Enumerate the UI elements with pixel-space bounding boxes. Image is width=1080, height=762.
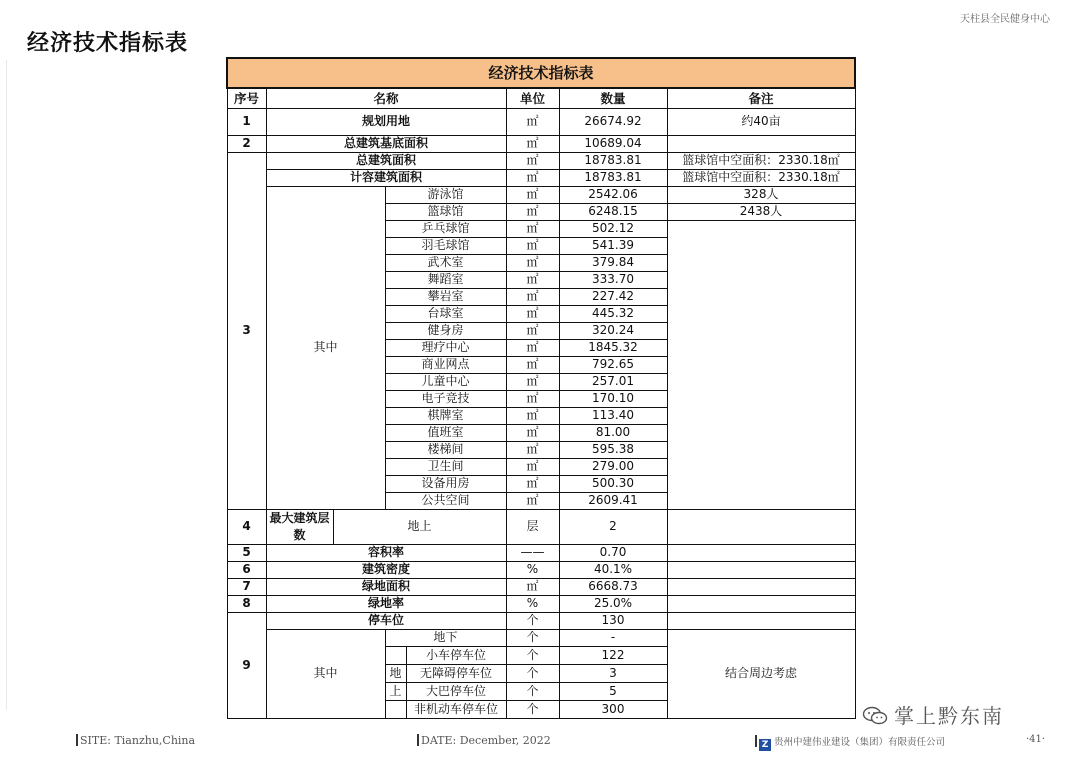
row-qty: 279.00 bbox=[559, 458, 667, 475]
row-name: 绿地率 bbox=[266, 595, 506, 612]
row-qty: 1845.32 bbox=[559, 339, 667, 356]
row-name: 商业网点 bbox=[385, 356, 506, 373]
above-label-bottom bbox=[386, 701, 407, 718]
row-qty: 2542.06 bbox=[559, 186, 667, 203]
row-qty: 227.42 bbox=[559, 288, 667, 305]
row-unit: 层 bbox=[506, 509, 559, 544]
row-unit: —— bbox=[506, 544, 559, 561]
row-unit: ㎡ bbox=[506, 373, 559, 390]
row-unit: ㎡ bbox=[506, 305, 559, 322]
row-note bbox=[667, 561, 855, 578]
row-qty: 792.65 bbox=[559, 356, 667, 373]
row-qty: 0.70 bbox=[559, 544, 667, 561]
row-qty: 2609.41 bbox=[559, 492, 667, 509]
header-unit: 单位 bbox=[506, 88, 559, 108]
row-no: 9 bbox=[227, 612, 266, 718]
row-unit: ㎡ bbox=[506, 441, 559, 458]
row-unit: ㎡ bbox=[506, 492, 559, 509]
row-name: 攀岩室 bbox=[385, 288, 506, 305]
row-name: 地下 bbox=[385, 629, 506, 646]
page-number: ·41· bbox=[1026, 734, 1046, 745]
row-unit: ㎡ bbox=[506, 339, 559, 356]
row-unit: ㎡ bbox=[506, 108, 559, 135]
row-unit: ㎡ bbox=[506, 407, 559, 424]
row-name: 最大建筑层数 bbox=[266, 509, 333, 544]
row-name: 游泳馆 bbox=[385, 186, 506, 203]
row-unit: ㎡ bbox=[506, 288, 559, 305]
table-header-row bbox=[227, 88, 855, 108]
row-name: 理疗中心 bbox=[385, 339, 506, 356]
row-qty: 5 bbox=[559, 682, 667, 700]
row-qty: 10689.04 bbox=[559, 135, 667, 152]
table-row bbox=[227, 544, 855, 561]
row-qty: 6668.73 bbox=[559, 578, 667, 595]
row-name: 舞蹈室 bbox=[385, 271, 506, 288]
row-qty: 40.1% bbox=[559, 561, 667, 578]
table-row bbox=[227, 629, 855, 646]
row-note bbox=[667, 135, 855, 152]
row-qty: 595.38 bbox=[559, 441, 667, 458]
footer-date bbox=[417, 734, 551, 747]
row-name: 规划用地 bbox=[266, 108, 506, 135]
company-text: 贵州中建伟业建设（集团）有限责任公司 bbox=[774, 737, 946, 748]
table-row bbox=[227, 169, 855, 186]
date-text: DATE: December, 2022 bbox=[421, 734, 551, 747]
row-name: 建筑密度 bbox=[266, 561, 506, 578]
row-no: 3 bbox=[227, 152, 266, 509]
watermark bbox=[862, 700, 1004, 729]
row-name: 羽毛球馆 bbox=[385, 237, 506, 254]
header-name: 名称 bbox=[266, 88, 506, 108]
page-edge-line bbox=[6, 60, 7, 710]
page-title: 经济技术指标表 bbox=[27, 31, 189, 56]
row-qty: 300 bbox=[559, 700, 667, 718]
row-name: 总建筑面积 bbox=[266, 152, 506, 169]
header-note: 备注 bbox=[667, 88, 855, 108]
above-label-top bbox=[386, 647, 407, 664]
row-name bbox=[385, 700, 506, 718]
sub-label: 其中 bbox=[266, 629, 385, 718]
row-qty: 333.70 bbox=[559, 271, 667, 288]
row-name bbox=[385, 682, 506, 700]
row-subname: 大巴停车位 bbox=[425, 683, 486, 698]
row-note: 约40亩 bbox=[667, 108, 855, 135]
table-row bbox=[227, 152, 855, 169]
row-unit: ㎡ bbox=[506, 169, 559, 186]
row-qty: 18783.81 bbox=[559, 169, 667, 186]
row-unit: ㎡ bbox=[506, 271, 559, 288]
row-unit: ㎡ bbox=[506, 356, 559, 373]
row-name: 设备用房 bbox=[385, 475, 506, 492]
table-title: 经济技术指标表 bbox=[227, 58, 855, 88]
row-name: 乒乓球馆 bbox=[385, 220, 506, 237]
divider-bar bbox=[755, 735, 757, 747]
row-qty: 130 bbox=[559, 612, 667, 629]
row-qty: 81.00 bbox=[559, 424, 667, 441]
row-qty: 502.12 bbox=[559, 220, 667, 237]
row-name: 值班室 bbox=[385, 424, 506, 441]
row-unit: 个 bbox=[506, 700, 559, 718]
row-unit: 个 bbox=[506, 646, 559, 664]
row-qty: 541.39 bbox=[559, 237, 667, 254]
row-qty: 25.0% bbox=[559, 595, 667, 612]
project-name: 天柱县全民健身中心 bbox=[960, 14, 1050, 25]
row-unit: ㎡ bbox=[506, 203, 559, 220]
row-note bbox=[667, 509, 855, 544]
row-qty: 3 bbox=[559, 664, 667, 682]
row-qty: - bbox=[559, 629, 667, 646]
row-qty: 170.10 bbox=[559, 390, 667, 407]
header-qty: 数量 bbox=[559, 88, 667, 108]
table-row bbox=[227, 612, 855, 629]
row-no: 8 bbox=[227, 595, 266, 612]
row-qty: 113.40 bbox=[559, 407, 667, 424]
row-unit: ㎡ bbox=[506, 254, 559, 271]
row-no: 1 bbox=[227, 108, 266, 135]
row-name: 电子竞技 bbox=[385, 390, 506, 407]
row-note bbox=[667, 612, 855, 629]
row-unit: 个 bbox=[506, 612, 559, 629]
row-note bbox=[667, 578, 855, 595]
row-name: 总建筑基底面积 bbox=[266, 135, 506, 152]
row-name: 计容建筑面积 bbox=[266, 169, 506, 186]
row-subname: 小车停车位 bbox=[425, 647, 486, 662]
row-qty: 445.32 bbox=[559, 305, 667, 322]
row-subname: 地上 bbox=[333, 509, 506, 544]
row-no: 5 bbox=[227, 544, 266, 561]
wechat-icon bbox=[862, 706, 888, 726]
row-unit: 个 bbox=[506, 682, 559, 700]
table-row bbox=[227, 186, 855, 203]
table-row bbox=[227, 108, 855, 135]
table-row bbox=[227, 509, 855, 544]
row-unit: ㎡ bbox=[506, 135, 559, 152]
row-name: 公共空间 bbox=[385, 492, 506, 509]
row-unit: ㎡ bbox=[506, 578, 559, 595]
row-unit: % bbox=[506, 561, 559, 578]
row-name bbox=[385, 646, 506, 664]
row-qty: 379.84 bbox=[559, 254, 667, 271]
table-row bbox=[227, 595, 855, 612]
row-unit: ㎡ bbox=[506, 322, 559, 339]
row-unit: 个 bbox=[506, 664, 559, 682]
row-note bbox=[667, 544, 855, 561]
row-qty: 320.24 bbox=[559, 322, 667, 339]
row-name: 篮球馆 bbox=[385, 203, 506, 220]
row-unit: ㎡ bbox=[506, 237, 559, 254]
row-name: 容积率 bbox=[266, 544, 506, 561]
row-unit: ㎡ bbox=[506, 424, 559, 441]
row-note: 2438人 bbox=[667, 203, 855, 220]
row-note: 篮球馆中空面积：2330.18㎡ bbox=[667, 152, 855, 169]
row-name: 武术室 bbox=[385, 254, 506, 271]
row-name: 健身房 bbox=[385, 322, 506, 339]
row-note: 328人 bbox=[667, 186, 855, 203]
divider-bar bbox=[417, 734, 419, 746]
row-name: 台球室 bbox=[385, 305, 506, 322]
footer-company bbox=[755, 734, 945, 751]
row-qty: 122 bbox=[559, 646, 667, 664]
row-name: 儿童中心 bbox=[385, 373, 506, 390]
row-no: 4 bbox=[227, 509, 266, 544]
row-qty: 18783.81 bbox=[559, 152, 667, 169]
row-unit: 个 bbox=[506, 629, 559, 646]
row-name: 棋牌室 bbox=[385, 407, 506, 424]
table-row bbox=[227, 561, 855, 578]
row-subname: 无障碍停车位 bbox=[419, 665, 492, 680]
row-unit: ㎡ bbox=[506, 458, 559, 475]
row-qty: 6248.15 bbox=[559, 203, 667, 220]
row-unit: % bbox=[506, 595, 559, 612]
row-name: 停车位 bbox=[266, 612, 506, 629]
header-no: 序号 bbox=[227, 88, 266, 108]
row-unit: ㎡ bbox=[506, 186, 559, 203]
sub-label: 其中 bbox=[266, 186, 385, 509]
row-note: 篮球馆中空面积：2330.18㎡ bbox=[667, 169, 855, 186]
row-no: 2 bbox=[227, 135, 266, 152]
divider-bar bbox=[76, 734, 78, 746]
watermark-text: 掌上黔东南 bbox=[894, 704, 1004, 728]
row-subname: 非机动车停车位 bbox=[413, 701, 498, 716]
row-name: 楼梯间 bbox=[385, 441, 506, 458]
indicator-table bbox=[226, 57, 856, 719]
row-no: 7 bbox=[227, 578, 266, 595]
row-name: 绿地面积 bbox=[266, 578, 506, 595]
row-unit: ㎡ bbox=[506, 475, 559, 492]
row-unit: ㎡ bbox=[506, 152, 559, 169]
above-label: 上 bbox=[386, 683, 407, 700]
above-label: 地 bbox=[386, 665, 407, 682]
row-unit: ㎡ bbox=[506, 220, 559, 237]
row-note bbox=[667, 220, 855, 509]
row-qty: 257.01 bbox=[559, 373, 667, 390]
table-row bbox=[227, 135, 855, 152]
row-qty: 2 bbox=[559, 509, 667, 544]
row-qty: 500.30 bbox=[559, 475, 667, 492]
footer-site bbox=[76, 734, 195, 747]
row-note bbox=[667, 595, 855, 612]
site-text: SITE: Tianzhu,China bbox=[80, 734, 196, 747]
row-name bbox=[385, 664, 506, 682]
row-qty: 26674.92 bbox=[559, 108, 667, 135]
table-row bbox=[227, 578, 855, 595]
row-no: 6 bbox=[227, 561, 266, 578]
row-note: 结合周边考虑 bbox=[667, 629, 855, 718]
row-unit: ㎡ bbox=[506, 390, 559, 407]
company-logo-icon: Z bbox=[759, 739, 771, 751]
row-name: 卫生间 bbox=[385, 458, 506, 475]
